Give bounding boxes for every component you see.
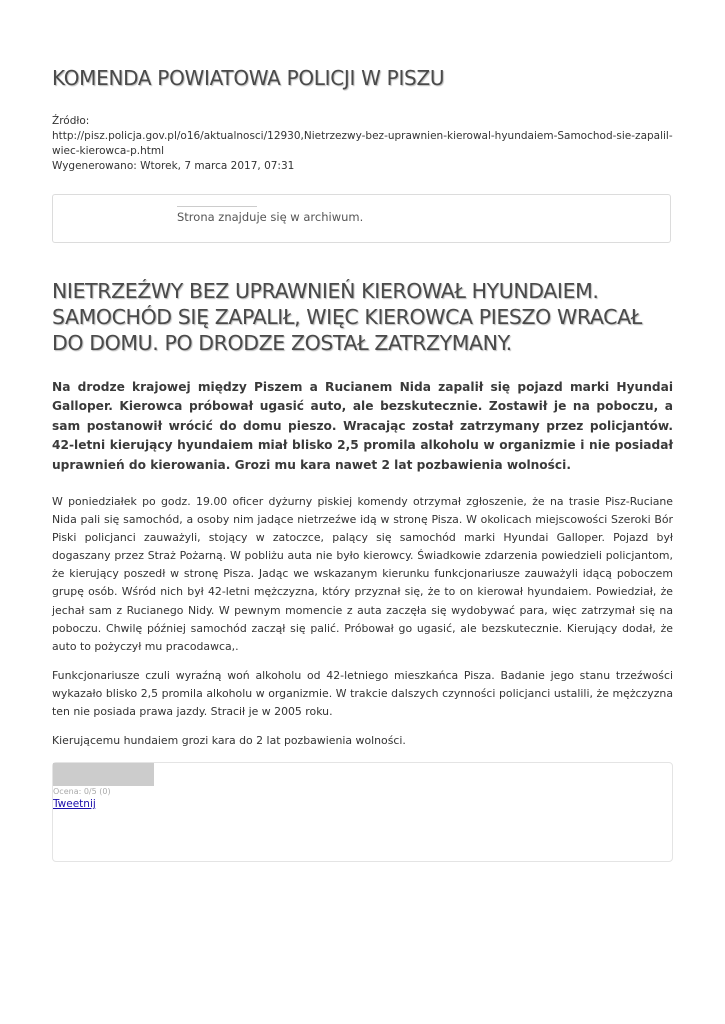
article-lead: Na drodze krajowej między Piszem a Rucianem Nida zapalił się pojazd marki Hyundai Galloper. Kierowca próbował ugasić auto, ale bezskutecznie. Zostawił je na poboczu, a sam postanowił wrócić do domu pieszo. Wracając został zatrzymany przez policjantów. 42-letni kierujący hyundaiem miał blisko 2,5 promila alkoholu w organizmie i nie posiadał uprawnień do kierowania. Grozi mu kara nawet 2 lat pozbawienia wolności. xyxy=(52,380,673,472)
generated-date: Wygenerowano: Wtorek, 7 marca 2017, 07:31 xyxy=(52,160,295,172)
source-meta xyxy=(52,114,673,174)
article-paragraph: Funkcjonariusze czuli wyraźną woń alkoholu od 42-letniego mieszkańca Pisza. Badanie jego stanu trzeźwości wykazało blisko 2,5 promila alkoholu w organizmie. W trakcie dalszych czynności policjanci ustalili, że mężczyzna ten nie posiada prawa jazdy. Stracił je w 2005 roku. xyxy=(52,668,673,719)
archive-notice: Strona znajduje się w archiwum. xyxy=(177,210,364,224)
rating-share-box xyxy=(52,762,673,862)
article-title: NIETRZEŹWY BEZ UPRAWNIEŃ KIEROWAŁ HYUNDAIEM. SAMOCHÓD SIĘ ZAPALIŁ, WIĘC KIEROWCA PIESZO WRACAŁ DO DOMU. PO DRODZE ZOSTAŁ ZATRZYMANY. xyxy=(52,279,642,355)
tweet-link[interactable]: Tweetnij xyxy=(53,798,96,810)
source-label: Źródło: xyxy=(52,115,90,127)
article-paragraph: Kierującemu hundaiem grozi kara do 2 lat pozbawienia wolności. xyxy=(52,734,406,748)
source-url: http://pisz.policja.gov.pl/o16/aktualnosci/12930,Nietrzezwy-bez-uprawnien-kierowal-hyundaiem-Samochod-sie-zapalil-wiec-kierowca-p.html xyxy=(52,130,673,157)
divider xyxy=(177,206,257,207)
archive-notice-box xyxy=(52,194,671,243)
article-paragraph: W poniedziałek po godz. 19.00 oficer dyżurny piskiej komendy otrzymał zgłoszenie, że na trasie Pisz-Ruciane Nida pali się samochód, a osoby nim jadące nietrzeźwe idą w stronę Pisza. W okolicach miejscowości Szeroki Bór Piski policjanci zauważyli, stojący w zatoczce, palący się samochód marki Hyundai Galloper. Pojazd był dogaszany przez Straż Pożarną. W pobliżu auta nie było kierowcy. Świadkowie zdarzenia powiedzieli policjantom, że kierujący poszedł w stronę Pisza. Jadąc we wskazanym kierunku funkcjonariusze zauważyli idącą poboczem grupę osób. Wśród nich był 42-letni mężczyzna, który przyznał się, że to on kierował hyundaiem. Powiedział, że jechał sam z Rucianego Nidy. W pewnym momencie z auta zaczęła się wydobywać para, więc zatrzymał się na poboczu. Chwilę później samochód zaczął się palić. Próbował go ugasić, ale bezskutecznie. Kierujący dodał, że auto to pożyczył mu pracodawca,. xyxy=(52,495,673,653)
site-title: KOMENDA POWIATOWA POLICJI W PISZU xyxy=(52,66,445,90)
rating-label: Ocena: 0/5 (0) xyxy=(53,787,111,796)
article-body xyxy=(52,493,673,761)
rating-stars-placeholder[interactable] xyxy=(53,763,154,786)
